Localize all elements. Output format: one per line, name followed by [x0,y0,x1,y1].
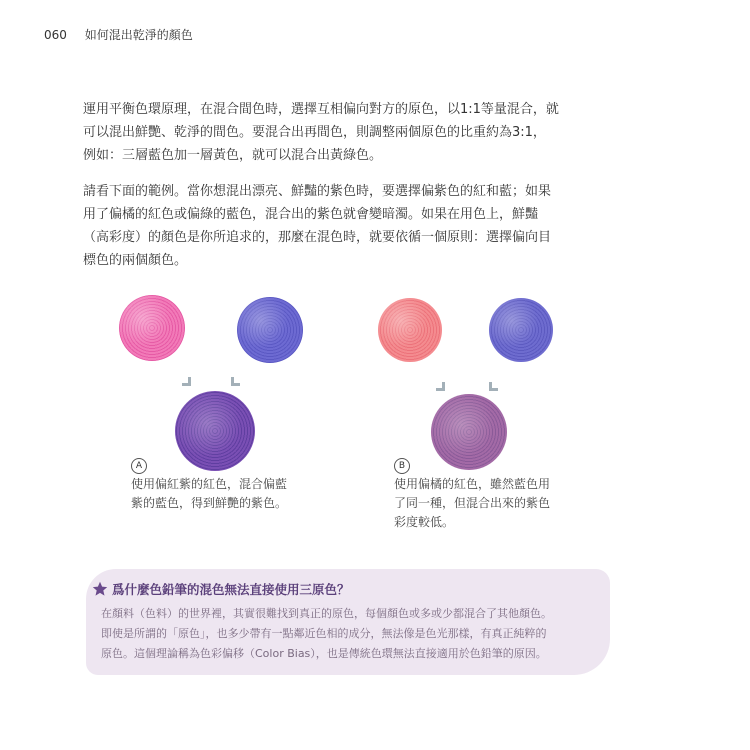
arrow-down-right-icon [178,373,194,389]
info-body-line: 原色。這個理論稱為色彩偏移（Color Bias），也是傳統色環無法直接適用於色鉛筆的原因。 [101,647,547,660]
paragraph-2 [83,180,613,272]
blue-violet-swatch-b [489,298,553,362]
arrow-down-left-icon [486,378,502,394]
arrow-down-right-icon [432,378,448,394]
blue-violet-swatch [237,297,303,363]
paragraph-line: 可以混出鮮艷、乾淨的間色。要混合出再間色，則調整兩個原色的比重約為3:1， [83,125,546,140]
page-header [44,26,193,43]
info-body [101,604,552,664]
caption-line: 使用偏橘的紅色，雖然藍色用 [394,477,551,491]
example-a-marker: A [131,458,147,474]
paragraph-line: 標色的兩個顏色。 [83,253,188,268]
vivid-purple-mix-swatch [175,391,255,471]
example-b-caption [394,475,550,532]
page-number: 060 [44,28,67,42]
paragraph-line: 請看下面的範例。當你想混出漂亮、鮮豔的紫色時，要選擇偏紫色的紅和藍；如果 [83,184,552,199]
coral-red-swatch [378,298,442,362]
star-icon [92,581,108,597]
example-b-marker: B [394,458,410,474]
caption-line: 使用偏紅紫的紅色，混合偏藍 [131,477,288,491]
dull-purple-mix-swatch [431,394,507,470]
paragraph-1 [83,98,613,167]
caption-line: 了同一種，但混合出來的紫色 [394,496,551,510]
info-body-line: 在顏料（色料）的世界裡，其實很難找到真正的原色，每個顏色或多或少都混合了其他顏色。 [101,607,552,620]
paragraph-line: （高彩度）的顏色是你所追求的，那麼在混色時，就要依循一個原則：選擇偏向目 [83,230,552,245]
info-title-text: 爲什麼色鉛筆的混色無法直接使用三原色？ [112,582,350,597]
chapter-title: 如何混出乾淨的顏色 [84,28,193,42]
example-a-caption [131,475,287,513]
info-title [92,580,350,598]
caption-line: 彩度較低。 [394,515,455,529]
paragraph-line: 運用平衡色環原理，在混合間色時，選擇互相偏向對方的原色，以1:1等量混合，就 [83,102,559,117]
caption-line: 紫的藍色，得到鮮艷的紫色。 [131,496,288,510]
paragraph-line: 例如：三層藍色加一層黃色，就可以混合出黃綠色。 [83,148,383,163]
info-body-line: 即使是所謂的「原色」，也多少帶有一點鄰近色相的成分，無法像是色光那樣，有真正純粹的 [101,627,547,640]
paragraph-line: 用了偏橘的紅色或偏綠的藍色，混合出的紫色就會變暗濁。如果在用色上，鮮豔 [83,207,539,222]
arrow-down-left-icon [228,373,244,389]
pink-red-swatch [119,295,185,361]
